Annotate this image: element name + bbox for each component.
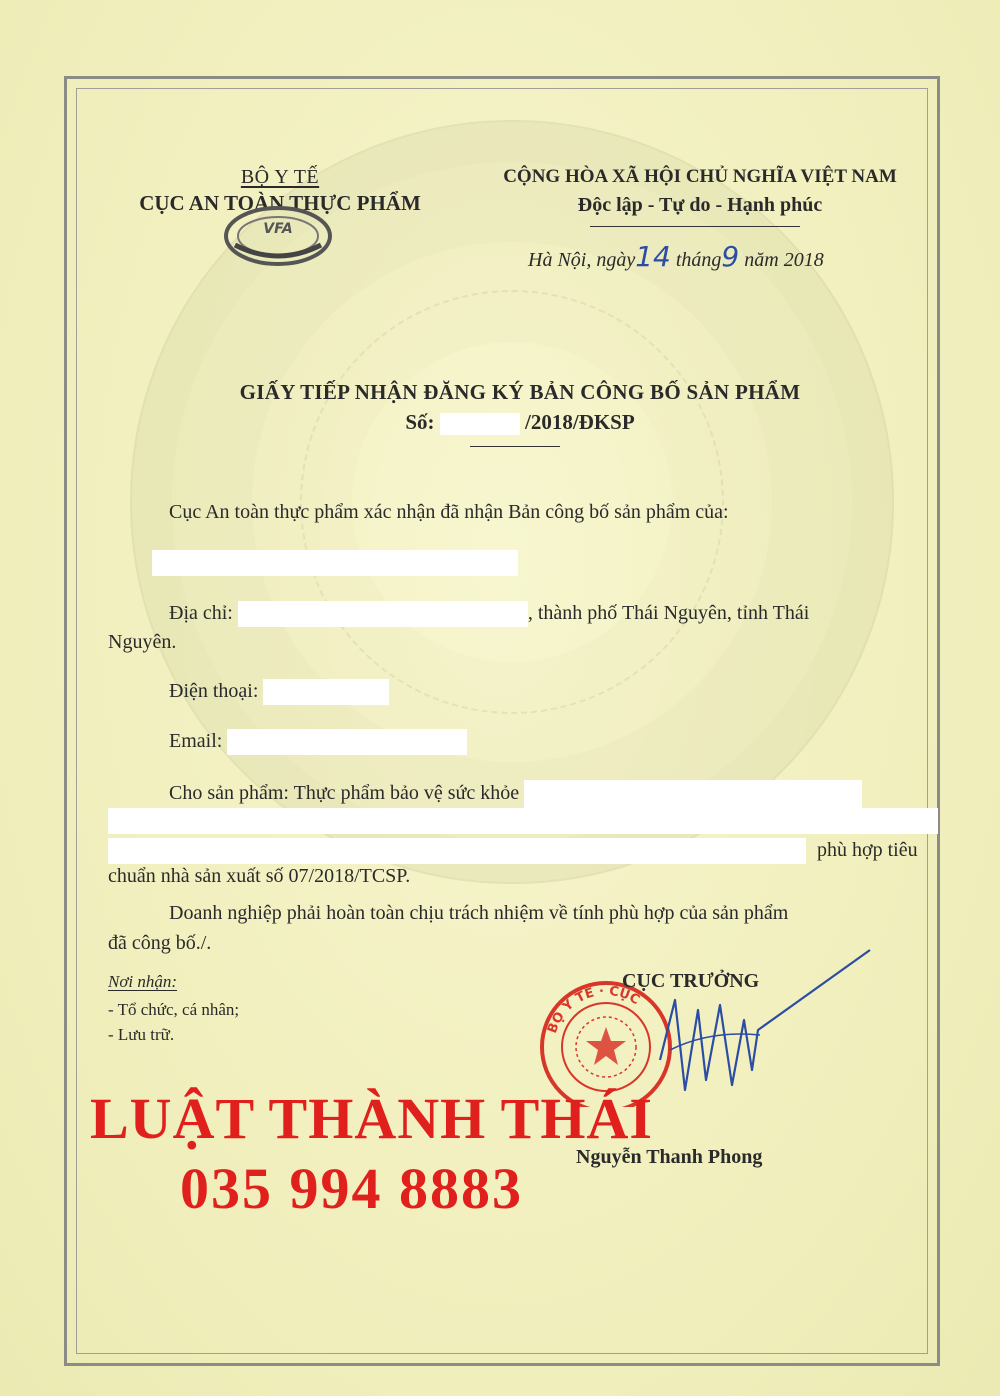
- watermark-phone: 035 994 8883: [180, 1156, 523, 1221]
- phone-line: [169, 676, 389, 706]
- responsibility-line-1: Doanh nghiệp phải hoàn toàn chịu trách nhiệm về tính phù hợp của sản phẩm: [169, 902, 789, 924]
- document-number: [120, 410, 920, 435]
- date-year: năm 2018: [744, 249, 824, 271]
- date-month-label: tháng: [675, 249, 722, 271]
- date-prefix: Hà Nội, ngày: [528, 249, 636, 271]
- email-line: [169, 726, 467, 756]
- product-line: [169, 778, 862, 808]
- address-line-2: Nguyên.: [108, 631, 177, 653]
- national-header: [470, 166, 930, 217]
- phone-label: Điện thoại:: [169, 680, 259, 702]
- date-month: 9: [721, 240, 740, 273]
- standard-line: chuẩn nhà sản xuất số 07/2018/TCSP.: [108, 865, 411, 887]
- recipient-item: - Lưu trữ.: [108, 1025, 175, 1044]
- director-title: CỤC TRƯỞNG: [622, 970, 760, 992]
- agency-name: CỤC AN TOÀN THỰC PHẨM: [139, 191, 421, 215]
- republic-name: CỘNG HÒA XÃ HỘI CHỦ NGHĨA VIỆT NAM: [503, 166, 897, 187]
- address-line: [169, 598, 899, 628]
- issue-date: [528, 240, 824, 273]
- email-label: Email:: [169, 730, 223, 752]
- redacted-phone: [263, 679, 389, 705]
- seal-text: BỘ Y TẾ · CỤC: [545, 983, 643, 1036]
- redacted-product-name: [524, 780, 862, 808]
- date-day: 14: [635, 240, 671, 273]
- number-underline: [470, 446, 560, 447]
- recipients-label: Nơi nhận:: [108, 972, 178, 991]
- ministry-name: BỘ Y TẾ: [240, 166, 320, 188]
- address-tail: , thành phố Thái Nguyên, tỉnh Thái: [527, 602, 810, 624]
- redacted-number: [440, 413, 520, 435]
- standard-tail: phù hợp tiêu: [817, 839, 918, 861]
- motto-underline: [590, 226, 800, 227]
- national-motto: Độc lập - Tự do - Hạnh phúc: [577, 194, 823, 216]
- product-label: Cho sản phẩm: Thực phẩm bảo vệ sức khỏe: [169, 782, 520, 804]
- responsibility-line-2: đã công bố./.: [108, 932, 212, 954]
- document-title: GIẤY TIẾP NHẬN ĐĂNG KÝ BẢN CÔNG BỐ SẢN PHẨM: [239, 380, 801, 404]
- recipient-item: - Tổ chức, cá nhân;: [108, 1000, 240, 1019]
- number-suffix: /2018/ĐKSP: [525, 410, 635, 434]
- intro-paragraph: Cục An toàn thực phẩm xác nhận đã nhận Bản công bố sản phẩm của:: [169, 501, 729, 523]
- signer-name: Nguyễn Thanh Phong: [576, 1146, 763, 1168]
- address-label: Địa chỉ:: [169, 602, 233, 624]
- redacted-email: [227, 729, 467, 755]
- redacted-company-name: [152, 550, 518, 576]
- watermark-brand: LUẬT THÀNH THÁI: [90, 1086, 653, 1151]
- number-label: Số:: [405, 410, 435, 434]
- vfa-logo-icon: [223, 205, 333, 267]
- redacted-address: [238, 601, 528, 627]
- signature-scribble: [640, 940, 880, 1120]
- logo-text: VFA: [263, 221, 293, 237]
- redacted-product-line-2: [108, 808, 938, 834]
